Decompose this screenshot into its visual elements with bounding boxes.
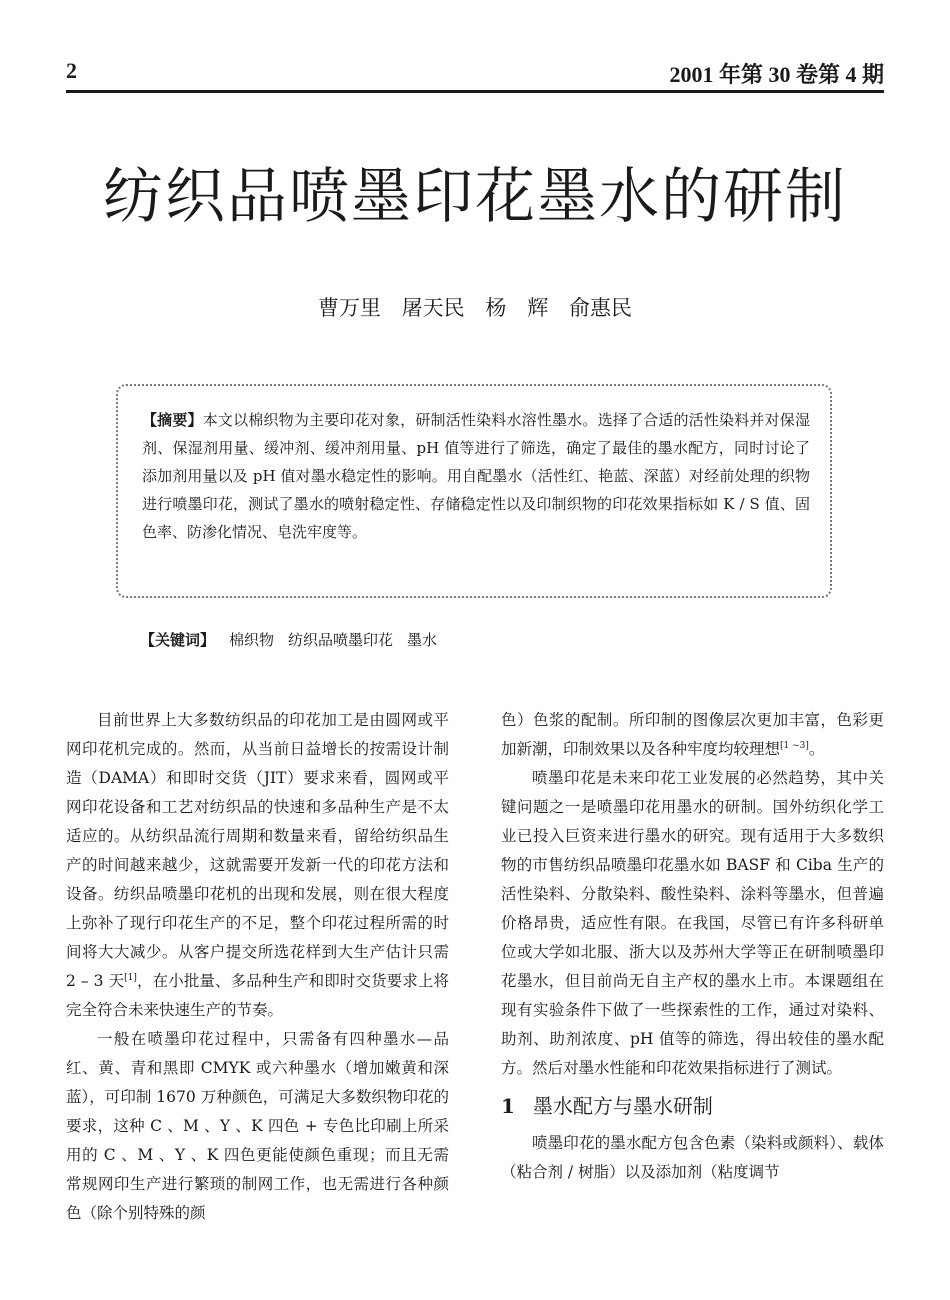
body-paragraph — [501, 706, 884, 764]
page-number: 2 — [66, 58, 77, 83]
abstract-box — [116, 384, 832, 598]
left-column — [66, 706, 449, 1228]
right-column — [501, 706, 884, 1187]
keyword: 墨水 — [407, 631, 438, 649]
paragraph-text: 目前世界上大多数纺织品的印花加工是由圆网或平网印花机完成的。然而，从当前日益增长的按需设计制造（DAMA）和即时交货（JIT）要求来看，圆网或平网印花设备和工艺对纺织品的快速和多品种生产是不太适应的。从纺织品流行周期和数量来看，留给纺织品生产的时间越来越少，这就需要开发新一代的印花方法和设备。纺织品喷墨印花机的出现和发展，则在很大程度上弥补了现行印花生产的不足，整个印花过程所需的时间将大大减少。从客户提交所选花样到大生产估计只需 2 – 3 天 — [66, 711, 449, 990]
body-paragraph: 喷墨印花的墨水配方包含色素（染料或颜料）、载体（粘合剂 / 树脂）以及添加剂（粘度调节 — [501, 1134, 884, 1181]
author-list — [0, 292, 950, 324]
keyword: 纺织品喷墨印花 — [288, 631, 394, 649]
abstract-label: 【摘要】 — [142, 411, 203, 429]
paragraph-text: 。 — [808, 740, 825, 758]
author: 俞惠民 — [569, 296, 633, 320]
paragraph-text: 色）色浆的配制。所印制的图像层次更加丰富，色彩更加新潮，印制效果以及各种牢度均较理想 — [501, 711, 884, 758]
header-rule — [66, 90, 884, 93]
author: 屠天民 — [401, 296, 465, 320]
section-number: 1 — [501, 1094, 515, 1118]
author: 曹万里 — [317, 296, 381, 320]
paragraph-text: ，在小批量、多品种生产和即时交货要求上将完全符合未来快速生产的节奏。 — [66, 972, 449, 1019]
keyword: 棉织物 — [229, 631, 275, 649]
citation: [1] — [124, 972, 137, 983]
keywords — [140, 626, 840, 654]
keywords-label: 【关键词】 — [140, 631, 216, 649]
abstract — [142, 406, 810, 546]
section-title: 墨水配方与墨水研制 — [532, 1094, 713, 1118]
section-heading — [501, 1091, 884, 1121]
author: 杨 辉 — [485, 296, 549, 320]
running-header — [66, 56, 884, 86]
body-paragraph: 一般在喷墨印花过程中，只需备有四种墨水—品红、黄、青和黑即 CMYK 或六种墨水（增加嫩黄和深蓝），可印制 1670 万种颜色，可满足大多数织物印花的要求，这种 C 、M 、Y 、K 四色 + 专色比印刷上所采用的 C 、M 、Y 、K 四色更能使颜色重现；而且无需常规网印生产进行繁琐的制网工作，也无需进行各种颜色（除个别特殊的颜 — [66, 1030, 449, 1222]
body-paragraph: 喷墨印花是未来印花工业发展的必然趋势，其中关键问题之一是喷墨印花用墨水的研制。国外纺织化学工业已投入巨资来进行墨水的研究。现有适用于大多数织物的市售纺织品喷墨印花墨水如 BASF 和 Ciba 生产的活性染料、分散染料、酸性染料、涂料等墨水，但普遍价格昂贵，适应性有限。在我国，尽管已有许多科研单位或大学如北服、浙大以及苏州大学等正在研制喷墨印花墨水，但目前尚无自主产权的墨水上市。本课题组在现有实验条件下做了一些探索性的工作，通过对染料、助剂、助剂浓度、pH 值等的筛选，得出较佳的墨水配方。然后对墨水性能和印花效果指标进行了测试。 — [501, 769, 884, 1077]
paper-title: 纺织品喷墨印花墨水的研制 — [103, 162, 847, 232]
body-paragraph — [66, 706, 449, 1025]
citation: [1 ~3] — [780, 740, 809, 751]
issue-info: 2001 年第 30 卷第 4 期 — [669, 62, 884, 87]
abstract-text: 本文以棉织物为主要印花对象，研制活性染料水溶性墨水。选择了合适的活性染料并对保湿剂、保湿剂用量、缓冲剂、缓冲剂用量、pH 值等进行了筛选，确定了最佳的墨水配方，同时讨论了添加剂用量以及 pH 值对墨水稳定性的影响。用自配墨水（活性红、艳蓝、深蓝）对经前处理的织物进行喷墨印花，测试了墨水的喷射稳定性、存储稳定性以及印制织物的印花效果指标如 K / S 值、固色率、防渗化情况、皂洗牢度等。 — [142, 411, 810, 541]
